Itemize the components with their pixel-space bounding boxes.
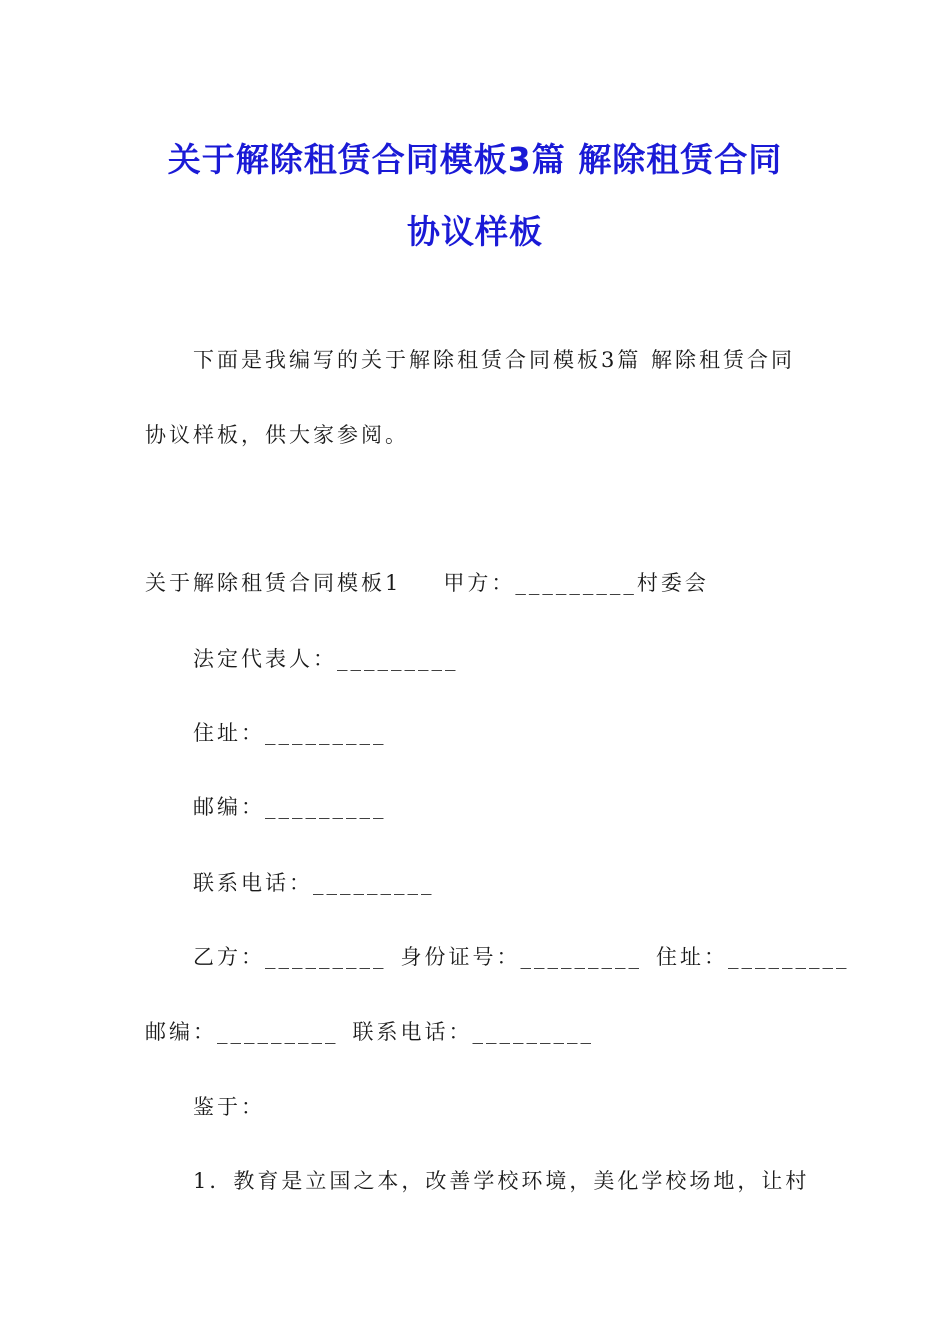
party-b-postcode: 邮编：_________ <box>145 1020 339 1044</box>
party-b-contact-row <box>145 1017 594 1047</box>
section-1-heading: 关于解除租赁合同模板1 <box>145 571 402 595</box>
postcode-line: 邮编：_________ <box>193 795 387 819</box>
address-line: 住址：_________ <box>193 721 387 745</box>
party-b-id-number: 身份证号：_________ <box>400 945 642 969</box>
intro-paragraph-line-2: 协议样板，供大家参阅。 <box>145 423 409 447</box>
whereas-label: 鉴于： <box>193 1095 265 1119</box>
section-1-heading-row <box>145 568 709 598</box>
party-b-address: 住址：_________ <box>656 945 850 969</box>
party-b-row <box>193 942 850 972</box>
phone-line: 联系电话：_________ <box>193 871 435 895</box>
party-b-phone: 联系电话：_________ <box>352 1020 594 1044</box>
intro-paragraph-line-1: 下面是我编写的关于解除租赁合同模板3篇 解除租赁合同 <box>193 348 796 372</box>
party-a-line: 甲方：_________村委会 <box>443 571 709 595</box>
document-title-line-1: 关于解除租赁合同模板3篇 解除租赁合同 <box>167 140 783 179</box>
legal-representative-line: 法定代表人：_________ <box>193 647 459 671</box>
whereas-item-1: 1．教育是立国之本，改善学校环境，美化学校场地，让村 <box>193 1169 810 1193</box>
party-b-name: 乙方：_________ <box>193 945 387 969</box>
document-title-line-2: 协议样板 <box>407 212 543 251</box>
